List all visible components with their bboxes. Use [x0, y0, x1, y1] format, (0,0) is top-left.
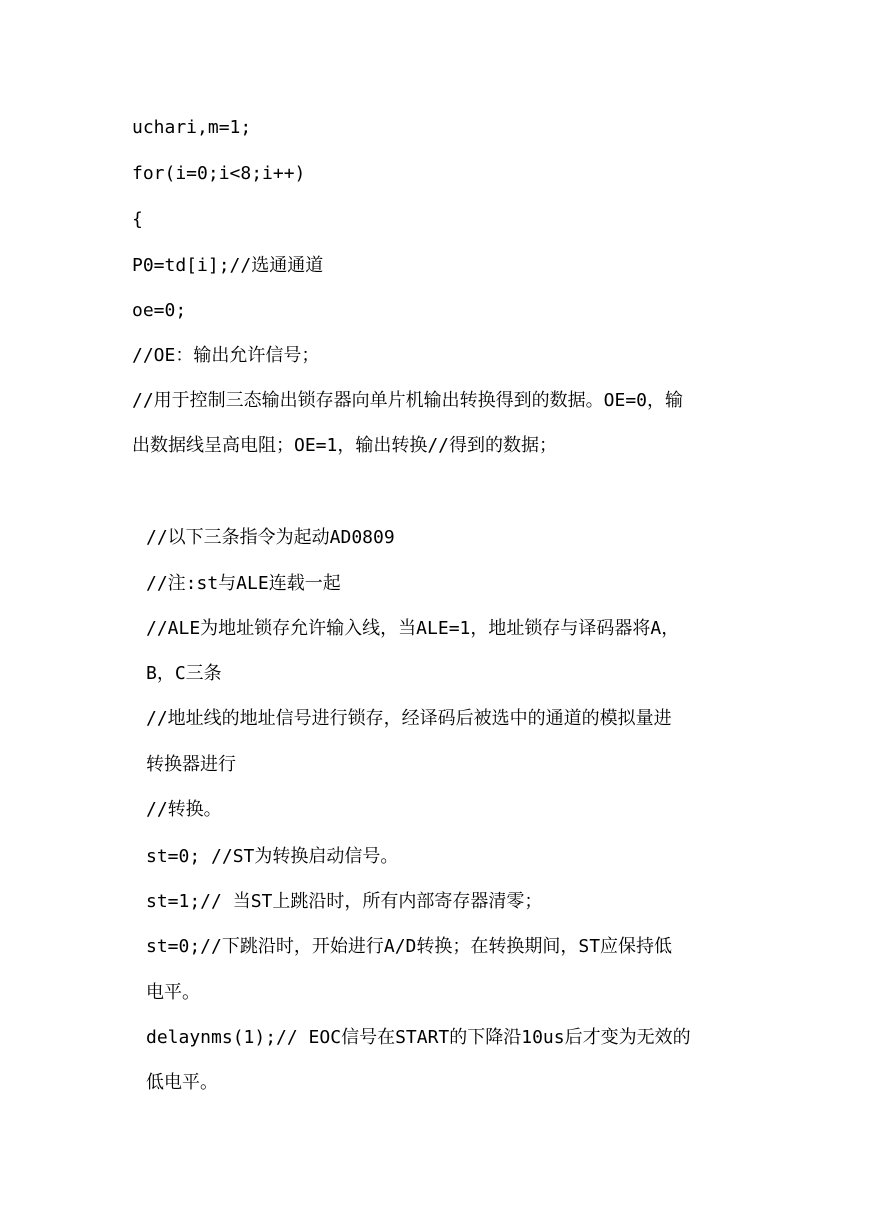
comment-line-ale: //ALE为地址锁存允许输入线，当ALE=1，地址锁存与译码器将A，	[146, 618, 680, 639]
code-line-st0-fall: st=0;//下跳沿时，开始进行A/D转换；在转换期间，ST应保持低	[146, 936, 673, 957]
code-line-st1: st=1;// 当ST上跳沿时，所有内部寄存器清零；	[146, 891, 543, 912]
code-line-delay: delaynms(1);// EOC信号在START的下降沿10us后才变为无效的	[146, 1027, 691, 1048]
comment-line-abc: B，C三条	[146, 663, 222, 684]
code-line-for: for(i=0;i<8;i++)	[132, 163, 306, 184]
code-line-p0: P0=td[i];//选通通道	[132, 255, 324, 276]
comment-line-oe-desc: //用于控制三态输出锁存器向单片机输出转换得到的数据。OE=0，输	[132, 390, 684, 411]
comment-line-eoc-low: 低电平。	[146, 1072, 218, 1093]
code-line-uchar: uchari,m=1;	[132, 117, 252, 138]
code-line-st0: st=0; //ST为转换启动信号。	[146, 846, 399, 867]
comment-line-start: //以下三条指令为起动AD0809	[146, 527, 395, 548]
comment-line-conv: 转换器进行	[146, 754, 236, 775]
code-line-brace: {	[132, 209, 143, 230]
code-line-oe: oe=0;	[132, 300, 187, 321]
comment-line-oe: //OE：输出允许信号；	[132, 345, 320, 366]
comment-line-oe-desc-cont: 出数据线呈高电阻；OE=1，输出转换//得到的数据；	[132, 435, 558, 456]
comment-line-st-ale: //注:st与ALE连载一起	[146, 573, 341, 594]
comment-line-low-level: 电平。	[146, 982, 200, 1003]
comment-line-addr: //地址线的地址信号进行锁存，经译码后被选中的通道的模拟量进	[146, 708, 672, 729]
comment-line-convert: //转换。	[146, 799, 222, 820]
